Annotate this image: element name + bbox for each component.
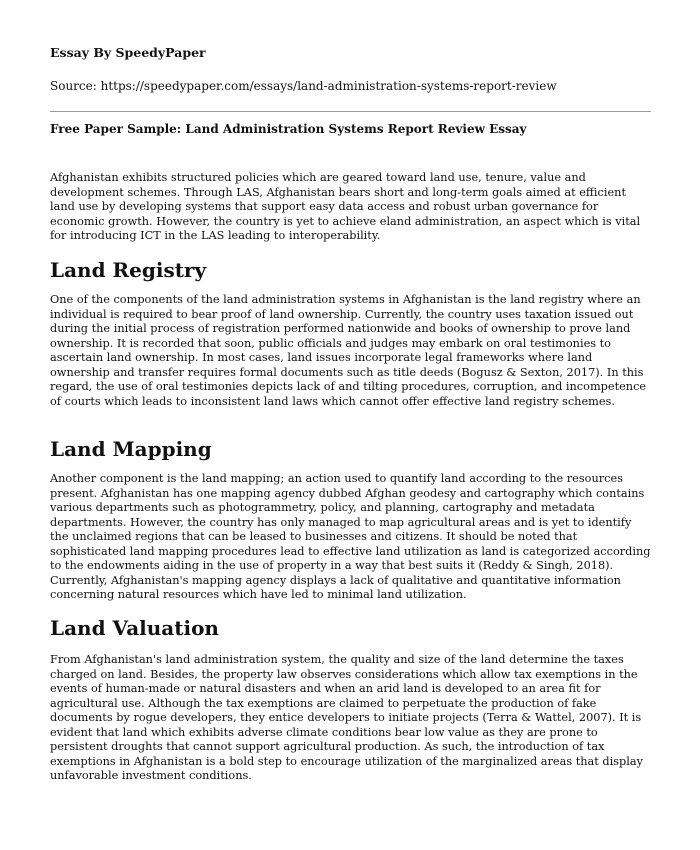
intro-paragraph: Afghanistan exhibits structured policies which are geared toward land use, tenure, value and development schemes. Through LAS, Afghanistan bears short and long-term goals aimed at efficient land use by developing systems that support easy data access and robust urban governance for economic growth. However, the country is yet to achieve eland administration, an aspect which is vital for introducing ICT in the LAS leading to interoperability.	[50, 171, 641, 242]
header-divider	[50, 111, 651, 112]
section-heading-land-mapping: Land Mapping	[50, 437, 212, 461]
paper-title: Free Paper Sample: Land Administration Systems Report Review Essay	[50, 122, 527, 136]
section-paragraph-land-mapping: Another component is the land mapping; an action used to quantify land according to the resources present. Afghanistan has one mapping agency dubbed Afghan geodesy and cartography which contains various departments such as photogrammetry, policy, and planning, cartography and metadata departments. However, the country has only managed to map agricultural areas and is yet to identify the unclaimed regions that can be leased to businesses and citizens. It should be noted that sophisticated land mapping procedures lead to effective land utilization as land is categorized according to the endowments aiding in the use of property in a way that best suits it (Reddy & Singh, 2018). Currently, Afghanistan's mapping agency displays a lack of qualitative and quantitative information concerning natural resources which have led to minimal land utilization.	[50, 472, 651, 601]
section-paragraph-land-valuation: From Afghanistan's land administration system, the quality and size of the land determine the taxes charged on land. Besides, the property law observes considerations which allow tax exemptions in the events of human-made or natural disasters and when an arid land is developed to an area fit for agricultural use. Although the tax exemptions are claimed to perpetuate the production of fake documents by rogue developers, they entice developers to initiate projects (Terra & Wattel, 2007). It is evident that land which exhibits adverse climate conditions bear low value as they are prone to persistent droughts that cannot support agricultural production. As such, the introduction of tax exemptions in Afghanistan is a bold step to encourage utilization of the marginalized areas that display unfavorable investment conditions.	[50, 653, 644, 782]
section-paragraph-land-registry: One of the components of the land administration systems in Afghanistan is the land registry where an individual is required to bear proof of land ownership. Currently, the country uses taxation issued out during the initial process of registration performed nationwide and books of ownership to prove land ownership. It is recorded that soon, public officials and judges may embark on oral testimonies to ascertain land ownership. In most cases, land issues incorporate legal frameworks where land ownership and transfer requires formal documents such as title deeds (Bogusz & Sexton, 2017). In this regard, the use of oral testimonies depicts lack of and tilting procedures, corruption, and incompetence of courts which leads to inconsistent land laws which cannot offer effective land registry schemes.	[50, 293, 647, 408]
source-line: Source: https://speedypaper.com/essays/land-administration-systems-report-review	[50, 79, 557, 93]
section-heading-land-registry: Land Registry	[50, 258, 207, 282]
section-heading-land-valuation: Land Valuation	[50, 616, 219, 640]
essay-by-label: Essay By SpeedyPaper	[50, 45, 206, 60]
